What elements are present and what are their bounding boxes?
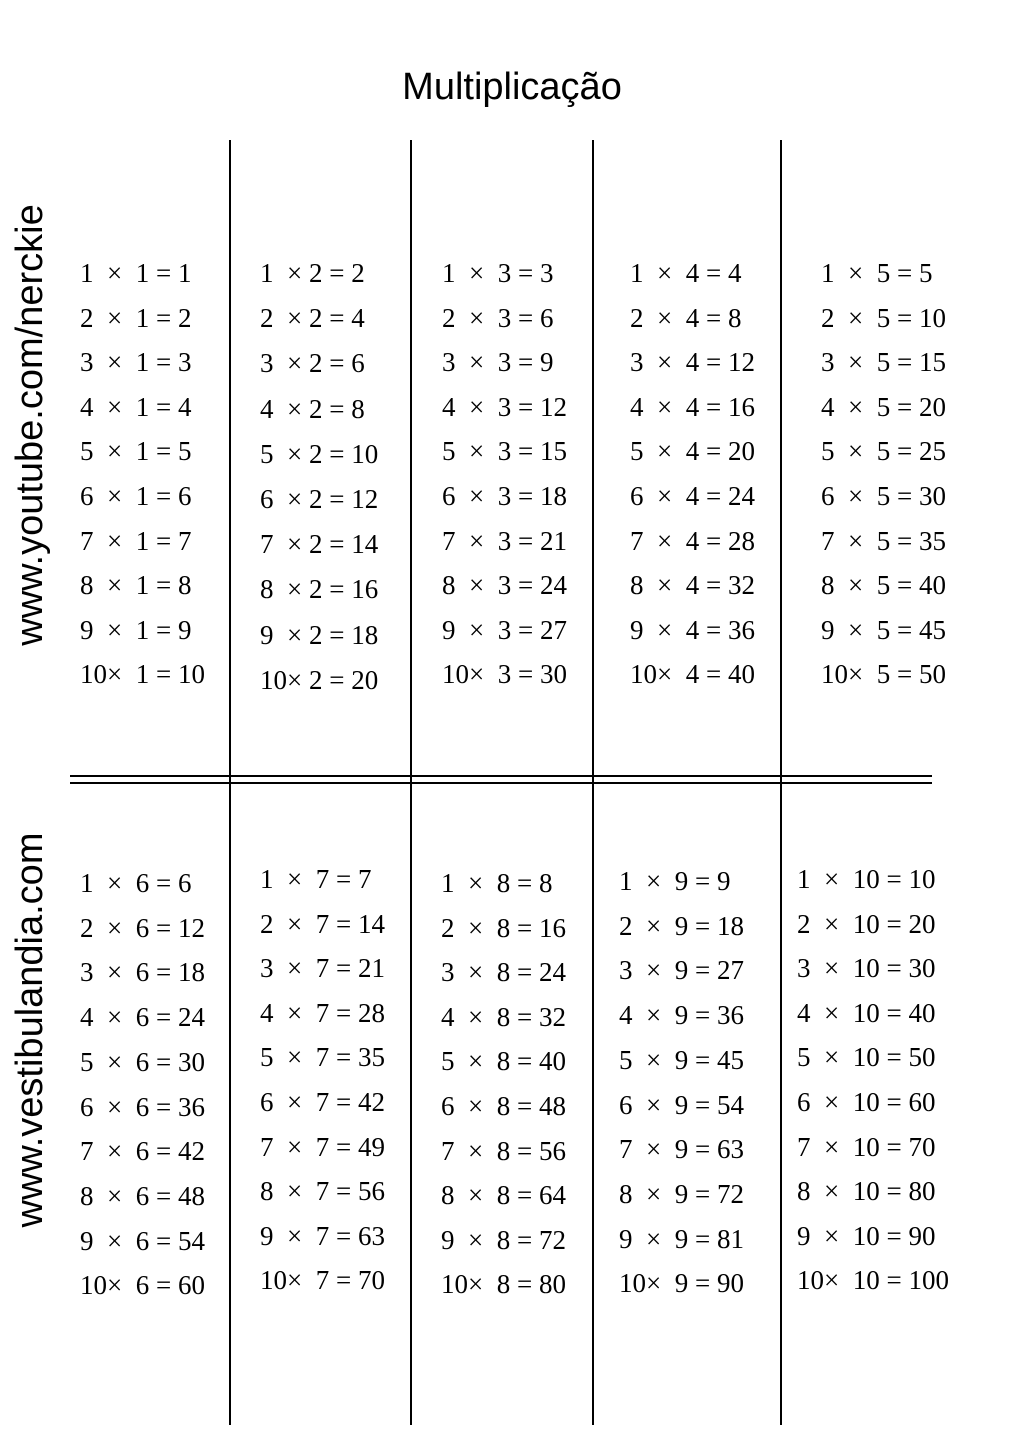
equation: 6 × 5 = 30 <box>821 481 946 511</box>
equation: 7 × 6 = 42 <box>80 1136 205 1167</box>
equation: 9 × 7 = 63 <box>260 1220 385 1251</box>
equation: 6 × 9 = 54 <box>619 1089 744 1120</box>
equation: 2 × 9 = 18 <box>619 910 744 941</box>
equation: 7 × 10 = 70 <box>797 1131 936 1162</box>
equation: 3 × 3 = 9 <box>442 347 554 378</box>
equation: 5 × 4 = 20 <box>630 436 755 467</box>
equation: 4 × 7 = 28 <box>260 997 385 1028</box>
equation: 3 × 1 = 3 <box>80 347 192 378</box>
equation: 3 × 7 = 21 <box>260 953 385 984</box>
equation: 3 × 10 = 30 <box>797 953 936 984</box>
times-table-7 <box>260 864 385 1296</box>
equation: 2 × 5 = 10 <box>821 302 946 333</box>
equation: 3 × 2 = 6 <box>260 348 365 379</box>
equation: 2 × 3 = 6 <box>442 302 554 333</box>
equation: 9 × 2 = 18 <box>260 619 379 650</box>
equation: 7 × 9 = 63 <box>619 1134 744 1165</box>
equation: 1 × 10 = 10 <box>797 864 936 894</box>
equation: 1 × 1 = 1 <box>80 258 192 288</box>
equation: 5 × 6 = 30 <box>80 1046 205 1077</box>
equation: 3 × 8 = 24 <box>441 957 566 988</box>
equation: 8 × 6 = 48 <box>80 1180 205 1211</box>
equation: 10× 4 = 40 <box>630 659 755 690</box>
equation: 4 × 2 = 8 <box>260 393 365 424</box>
equation: 8 × 7 = 56 <box>260 1176 385 1207</box>
equation: 7 × 8 = 56 <box>441 1135 566 1166</box>
equation: 10× 10 = 100 <box>797 1265 949 1296</box>
times-table-4 <box>630 258 755 690</box>
equation: 1 × 7 = 7 <box>260 864 372 894</box>
equation: 3 × 5 = 15 <box>821 347 946 378</box>
equation: 7 × 1 = 7 <box>80 525 192 556</box>
equation: 9 × 4 = 36 <box>630 614 755 645</box>
equation: 6 × 6 = 36 <box>80 1091 205 1122</box>
equation: 9 × 8 = 72 <box>441 1224 566 1255</box>
equation: 8 × 4 = 32 <box>630 570 755 601</box>
times-table-6 <box>80 868 205 1301</box>
equation: 4 × 3 = 12 <box>442 391 567 422</box>
side-url-bottom: www.vestibulandia.com <box>9 832 51 1228</box>
times-table-1 <box>80 258 205 690</box>
equation: 9 × 1 = 9 <box>80 614 192 645</box>
section-divider <box>70 775 932 777</box>
equation: 10× 8 = 80 <box>441 1269 566 1300</box>
equation: 6 × 3 = 18 <box>442 481 567 511</box>
equation: 5 × 5 = 25 <box>821 436 946 467</box>
times-table-3 <box>442 258 567 690</box>
equation: 10× 9 = 90 <box>619 1268 744 1299</box>
equation: 6 × 4 = 24 <box>630 481 755 511</box>
equation: 7 × 2 = 14 <box>260 529 379 560</box>
equation: 5 × 10 = 50 <box>797 1042 936 1073</box>
times-table-9 <box>619 866 744 1299</box>
equation: 5 × 1 = 5 <box>80 436 192 467</box>
equation: 4 × 8 = 32 <box>441 1001 566 1032</box>
times-table-2 <box>260 258 379 695</box>
equation: 10× 2 = 20 <box>260 664 379 695</box>
equation: 6 × 8 = 48 <box>441 1091 566 1121</box>
equation: 7 × 3 = 21 <box>442 525 567 556</box>
equation: 3 × 6 = 18 <box>80 957 205 988</box>
equation: 8 × 5 = 40 <box>821 570 946 601</box>
equation: 2 × 2 = 4 <box>260 303 365 334</box>
equation: 1 × 2 = 2 <box>260 258 365 288</box>
equation: 2 × 7 = 14 <box>260 908 385 939</box>
times-table-5 <box>821 258 946 690</box>
times-table-10 <box>797 864 949 1296</box>
equation: 5 × 9 = 45 <box>619 1044 744 1075</box>
equation: 7 × 7 = 49 <box>260 1131 385 1162</box>
equation: 9 × 6 = 54 <box>80 1225 205 1256</box>
equation: 6 × 10 = 60 <box>797 1087 936 1117</box>
equation: 1 × 6 = 6 <box>80 868 192 898</box>
equation: 10× 1 = 10 <box>80 659 205 690</box>
equation: 6 × 7 = 42 <box>260 1087 385 1117</box>
equation: 8 × 10 = 80 <box>797 1176 936 1207</box>
equation: 10× 7 = 70 <box>260 1265 385 1296</box>
equation: 3 × 4 = 12 <box>630 347 755 378</box>
equation: 8 × 2 = 16 <box>260 574 379 605</box>
equation: 3 × 9 = 27 <box>619 955 744 986</box>
equation: 4 × 6 = 24 <box>80 1002 205 1033</box>
equation: 4 × 5 = 20 <box>821 391 946 422</box>
equation: 6 × 2 = 12 <box>260 484 379 514</box>
equation: 2 × 6 = 12 <box>80 912 205 943</box>
page-title: Multiplicação <box>402 66 622 108</box>
equation: 4 × 9 = 36 <box>619 1000 744 1031</box>
equation: 5 × 2 = 10 <box>260 438 379 469</box>
equation: 4 × 1 = 4 <box>80 391 192 422</box>
equation: 2 × 10 = 20 <box>797 908 936 939</box>
equation: 10× 5 = 50 <box>821 659 946 690</box>
equation: 1 × 8 = 8 <box>441 868 553 898</box>
equation: 4 × 10 = 40 <box>797 997 936 1028</box>
equation: 8 × 3 = 24 <box>442 570 567 601</box>
equation: 9 × 9 = 81 <box>619 1223 744 1254</box>
equation: 1 × 5 = 5 <box>821 258 933 288</box>
equation: 10× 6 = 60 <box>80 1270 205 1301</box>
equation: 8 × 8 = 64 <box>441 1180 566 1211</box>
equation: 9 × 10 = 90 <box>797 1220 936 1251</box>
equation: 10× 3 = 30 <box>442 659 567 690</box>
times-table-8 <box>441 868 566 1300</box>
equation: 2 × 1 = 2 <box>80 302 192 333</box>
equation: 5 × 8 = 40 <box>441 1046 566 1077</box>
equation: 5 × 7 = 35 <box>260 1042 385 1073</box>
equation: 7 × 5 = 35 <box>821 525 946 556</box>
equation: 2 × 4 = 8 <box>630 302 742 333</box>
equation: 2 × 8 = 16 <box>441 912 566 943</box>
equation: 1 × 3 = 3 <box>442 258 554 288</box>
side-url-top: www.youtube.com/nerckie <box>9 204 51 646</box>
equation: 8 × 9 = 72 <box>619 1178 744 1209</box>
equation: 8 × 1 = 8 <box>80 570 192 601</box>
equation: 5 × 3 = 15 <box>442 436 567 467</box>
equation: 1 × 9 = 9 <box>619 866 731 896</box>
equation: 4 × 4 = 16 <box>630 391 755 422</box>
equation: 6 × 1 = 6 <box>80 481 192 511</box>
equation: 7 × 4 = 28 <box>630 525 755 556</box>
section-divider <box>70 782 932 784</box>
equation: 9 × 5 = 45 <box>821 614 946 645</box>
equation: 1 × 4 = 4 <box>630 258 742 288</box>
equation: 9 × 3 = 27 <box>442 614 567 645</box>
